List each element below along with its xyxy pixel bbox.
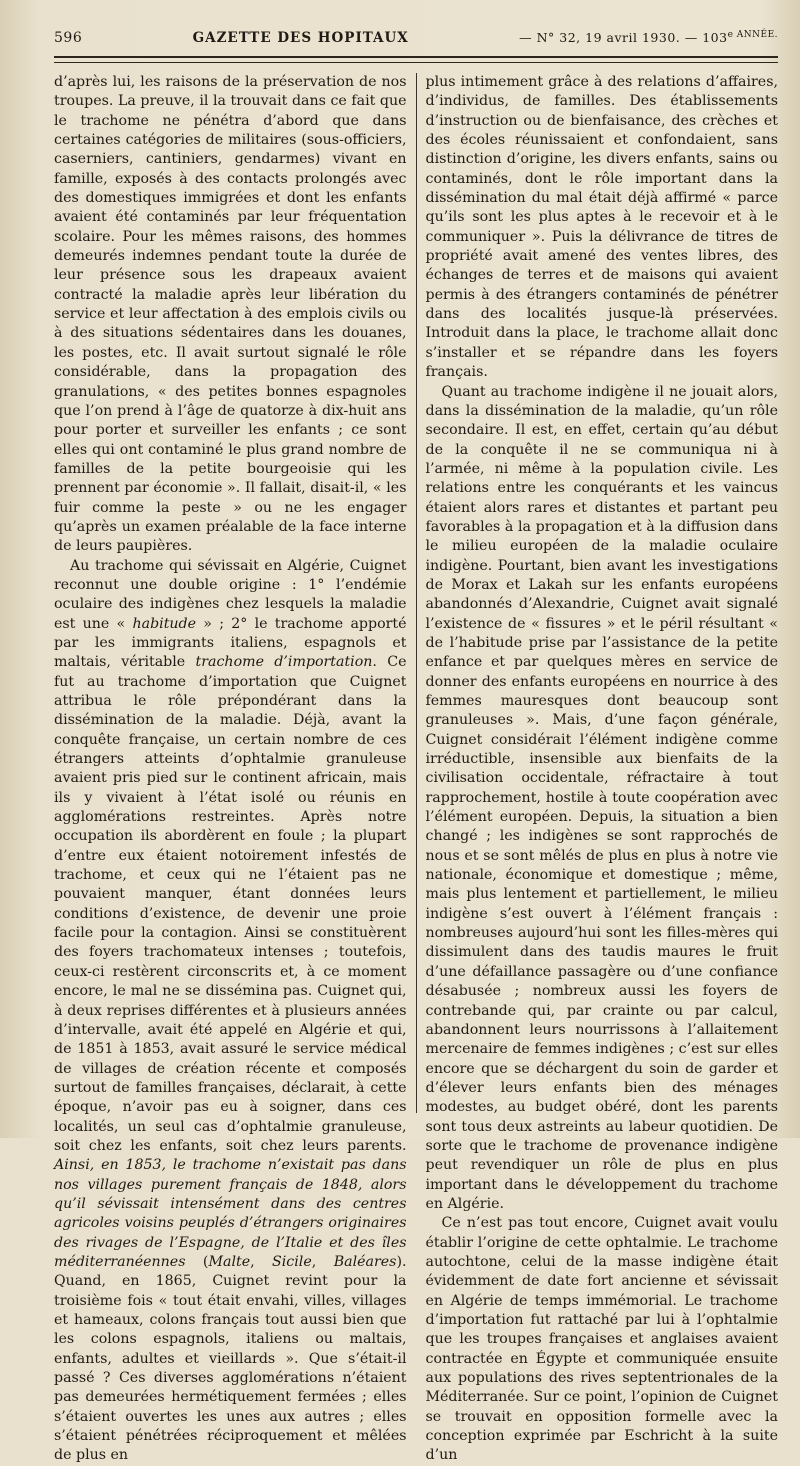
- text: d’après lui, les raisons de la préservation de nos troupes. La preuve, il la trouvait dans ce fait que le trachome ne pénétra d’abord que dans certaines catégories de militaires (sous-officiers, caserniers, cantiniers, gendarmes) vivant en famille, exposés à des contacts prolongés avec des domestiques immigrées et dont les enfants avaient été contaminés par leur fréquentation scolaire. Pour les mêmes raisons, des hommes demeurés indemnes pendant toute la durée de leur présence sous les drapeaux avaient contracté la maladie après leur libération du service et leur affectation à des emplois civils ou à des situations sédentaires dans les douanes, les postes, etc. Il avait surtout signalé le rôle considérable, dans la propagation des granulations, « des petites bonnes espagnoles que l’on prend à l’âge de quatorze à dix-huit ans pour porter et surveiller les enfants ; ce sont elles qui ont contaminé le plus grand nombre de familles de la petite bourgeoisie qui les prennent par économie ». Il fallait, disait-il, « les fuir comme la peste » ou ne les engager qu’après un examen préalable de la face interne de leurs paupières.: [54, 74, 407, 555]
- right-column: [425, 73, 779, 1464]
- journal-title: GAZETTE DES HOPITAUX: [192, 30, 409, 47]
- text: ). Quand, en 1865, Cuignet revint pour la troisième fois « tout était envahi, villes, villages et hameaux, colons français tout aussi bien que les colons espagnols, italiens ou maltais, enfants, adultes et vieillards ». Que s’était-il passé ? Ces diverses agglomérations n’étaient pas demeurées hermétiquement fermées ; elles s’étaient ouvertes les unes aux autres ; elles s’étaient pénétrées réciproquement et mêlées de plus en: [54, 1253, 407, 1464]
- paragraph: [426, 73, 779, 383]
- issue-text: — N° 32, 19 avril 1930. — 103: [519, 30, 728, 46]
- header-rule-thin: [54, 62, 778, 63]
- italic-text: Ainsi, en 1853, le trachome n’existait pas dans nos villages purement français de 1848, alors qu’il sévissait intensément dans des centres agricoles voisins peuplés d’étrangers originaires des rivages de l’Espagne, de l’Italie et des îles méditerranéennes: [54, 1157, 407, 1270]
- italic-text: Sicile: [272, 1253, 312, 1270]
- article-columns: [54, 73, 778, 1464]
- issue-info: [519, 30, 778, 45]
- italic-text: Malte: [208, 1253, 251, 1270]
- italic-text: Baléares: [333, 1253, 397, 1270]
- text: ,: [311, 1253, 334, 1270]
- paragraph: [54, 73, 407, 557]
- paragraph: [426, 1214, 779, 1465]
- text: Au trachome qui sévissait en Algérie, Cuignet reconnut une double origine : 1° l’endémie oculaire des indigènes chez lesquels la maladie est une «: [54, 557, 407, 632]
- paragraph: [426, 383, 779, 1215]
- italic-text: trachome d’importation: [195, 654, 373, 671]
- text: » ; 2° le trachome apporté par les immigrants italiens, espagnols et maltais, véritable: [54, 615, 407, 671]
- left-column: [54, 73, 407, 1464]
- text: Ce n’est pas tout encore, Cuignet avait voulu établir l’origine de cette ophtalmie. Le trachome autochtone, celui de la masse indigène était évidemment de date fort ancienne et sévissait en Algérie de temps immémorial. Le trachome d’importation fut rattaché par lui à l’ophtalmie que les troupes françaises et anglaises avaient contractée en Égypte et communiquée ensuite aux populations des rives septentrionales de la Méditerranée. Sur ce point, l’opinion de Cuignet se trouvait en opposition formelle avec la conception exprimée par Eschricht à la suite d’un: [425, 1215, 778, 1464]
- italic-text: habitude: [132, 615, 197, 632]
- paragraph: [54, 557, 407, 1466]
- running-header: [54, 30, 778, 50]
- text: plus intimement grâce à des relations d’affaires, d’individus, de familles. Des établissements d’instruction ou de bienfaisance, des crèches et des écoles réunissaient et confondaient, sans distinction d’origine, les divers enfants, sains ou contaminés, dont le rôle important dans la dissémination du mal était déjà affirmé « parce qu’ils sont les plus aptes à le recevoir et à le communiquer ». Puis la délivrance de titres de propriété avait amené des ventes libres, des échanges de terres et de maisons qui avaient permis à des étrangers contaminés de pénétrer dans des localités jusque-là préservées. Introduit dans la place, le trachome allait donc s’installer et se répandre dans les foyers français.: [425, 74, 778, 381]
- header-rule: [54, 56, 778, 58]
- text: (: [185, 1253, 209, 1270]
- issue-annee: e ANNÉE.: [727, 30, 778, 40]
- text: . Ce fut au trachome d’importation que Cuignet attribua le rôle prépondérant dans la dissémination de la maladie. Déjà, avant la conquête française, un certain nombre de ces étrangers atteints d’ophtalmie granuleuse avaient pris pied sur le continent africain, mais ils y vivaient à l’état isolé ou réunis en agglomérations restreintes. Après notre occupation ils abordèrent en foule ; la plupart d’entre eux étaient notoirement infestés de trachome, et ceux qui ne l’étaient pas ne pouvaient manquer, étant données leurs conditions d’existence, de devenir une proie facile pour la contagion. Ainsi se constituèrent des foyers trachomateux intenses ; toutefois, ceux-ci restèrent circonscrits et, à ce moment encore, le mal ne se dissémina pas. Cuignet qui, à deux reprises différentes et à plusieurs années d’intervalle, avait été appelé en Algérie et qui, de 1851 à 1853, avait assuré le service médical de villages de création récente et composés surtout de familles françaises, déclarait, à cette époque, n’avoir pas eu à soigner, dans ces localités, un seul cas d’ophtalmie granuleuse, soit chez les enfants, soit chez leurs parents.: [54, 654, 407, 1154]
- column-divider: [416, 73, 417, 1113]
- text: Quant au trachome indigène il ne jouait alors, dans la dissémination de la maladie, qu’un rôle secondaire. Il est, en effet, certain qu’au début de la conquête il ne se communiqua ni à l’armée, ni même à la population civile. Les relations entre les conquérants et les vaincus étaient alors rares et distantes et partant peu favorables à la propagation et à la diffusion dans le milieu européen de la maladie oculaire indigène. Pourtant, bien avant les investigations de Morax et Lakah sur les enfants européens abandonnés d’Alexandrie, Cuignet avait signalé l’existence de « fissures » et le péril résultant « de l’habitude prise par l’assistance de la petite enfance et par quelques mères en service de donner des enfants européens en nourrice à des femmes mauresques dont beaucoup sont granuleuses ». Mais, d’une façon générale, Cuignet considérait l’élément indigène comme irréductible, insensible aux bienfaits de la civilisation occidentale, réfractaire à tout rapprochement, hostile à toute coopération avec l’élément européen. Depuis, la situation a bien changé ; les indigènes se sont rapprochés de nous et se sont mêlés de plus en plus à notre vie nationale, économique et domestique ; même, mais plus lentement et partiellement, le milieu indigène s’est ouvert à l’élément français : nombreuses aujourd’hui sont les filles-mères qui dissimulent dans des taudis maures le fruit d’une défaillance passagère ou d’une confiance désabusée ; nombreux aussi les foyers de contrebande qui, par crainte ou par calcul, abandonnent leurs nourrissons à l’allaitement mercenaire de femmes indigènes ; c’est sur elles encore que se déchargent du soin de garder et d’élever leurs enfants bien des ménages modestes, au budget obéré, dont les parents sont tous deux astreints au labeur quotidien. De sorte que le trachome de provenance indigène peut revendiquer un rôle de plus en plus important dans le développement du trachome en Algérie.: [425, 383, 778, 1212]
- text: ,: [250, 1253, 273, 1270]
- page-number: 596: [54, 30, 83, 47]
